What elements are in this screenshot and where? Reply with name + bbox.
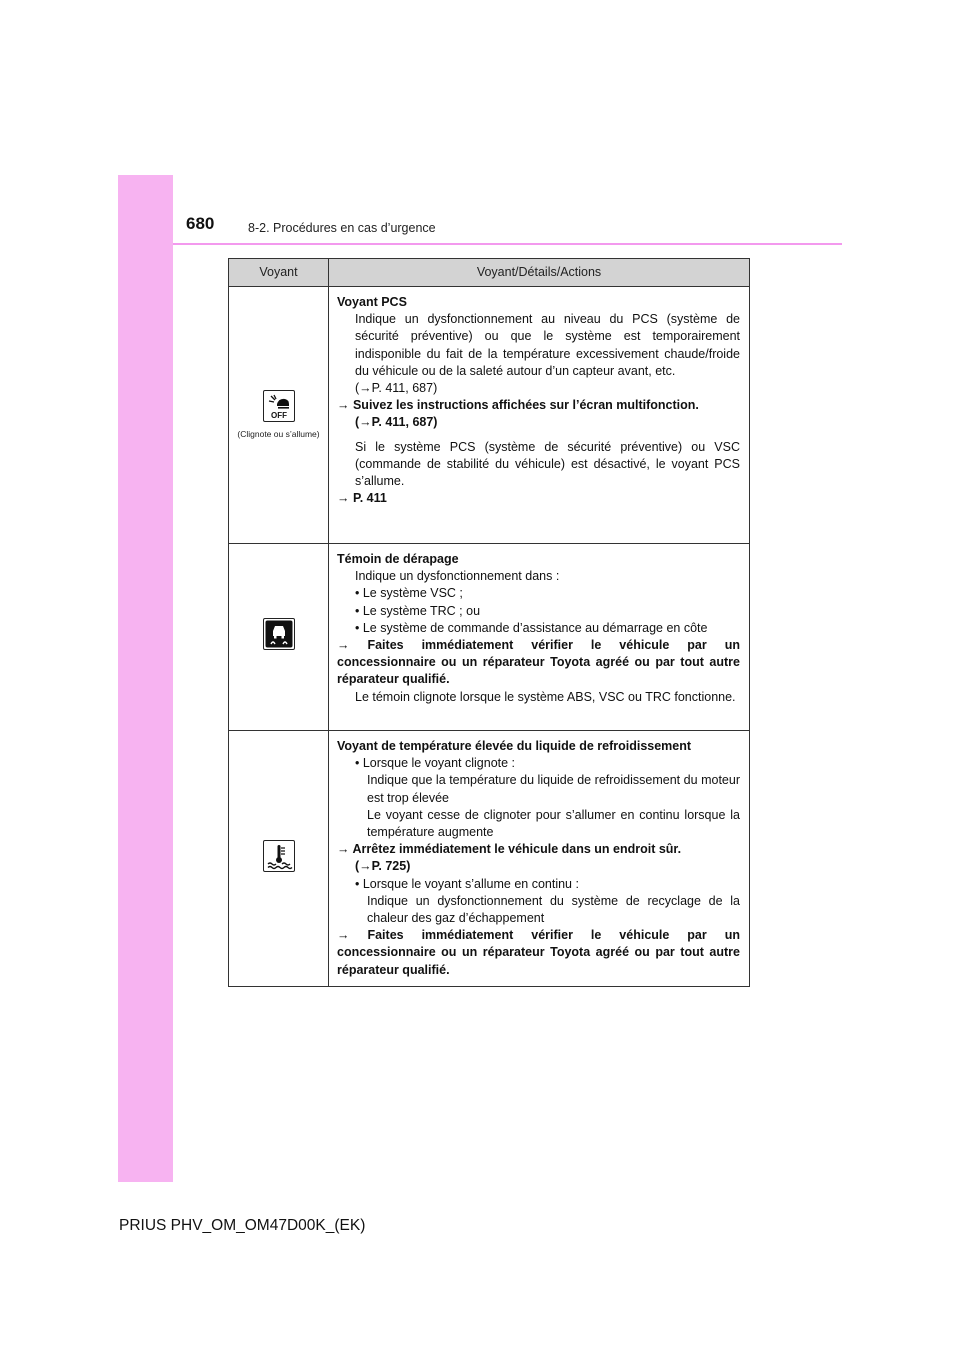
details-cell (329, 731, 750, 987)
note-reference: → P. 411 (337, 491, 387, 506)
list-item: • Lorsque le voyant clignote : (355, 756, 516, 771)
table-header-row (229, 259, 750, 287)
details-cell (329, 544, 750, 731)
pcs-off-icon (263, 390, 295, 422)
list-item: • Le système TRC ; ou (355, 603, 481, 618)
section-title: 8-2. Procédures en cas d’urgence (248, 221, 436, 235)
action-instruction: → Faites immédiatement vérifier le véhicule par un concessionnaire ou un réparateur Toyota agréé ou par tout autre réparateur qualifié. (337, 928, 740, 977)
coolant-temperature-icon (263, 840, 295, 872)
list-item: • Le système de commande d’assistance au démarrage en côte (355, 620, 708, 635)
icon-note: (Clignote ou s’allume) (237, 429, 320, 440)
side-color-band (118, 175, 173, 1182)
column-header-details: Voyant/Détails/Actions (329, 259, 750, 287)
list-item-text: Indique que la température du liquide de refroidissement du moteur est trop élevée (367, 773, 740, 805)
list-item: • Le système VSC ; (355, 586, 463, 601)
row-description: Indique un dysfonctionnement au niveau du PCS (système de sécurité préventive) ou que le système est temporairement indisponible du fait de la température excessivement chaude/froide du véhicule ou de la saleté autour d’un capteur avant, etc. (355, 312, 740, 378)
document-id: PRIUS PHV_OM_OM47D00K_(EK) (119, 1217, 366, 1234)
icon-off-text: OFF (270, 411, 287, 421)
row-title: Voyant de température élevée du liquide de refroidissement (337, 739, 692, 753)
icon-cell (229, 731, 329, 987)
list-item-text: Indique un dysfonctionnement du système de recyclage de la chaleur des gaz d’échappement (367, 893, 740, 926)
description-reference: (→P. 411, 687) (355, 381, 438, 396)
action-reference: (→P. 411, 687) (355, 415, 438, 430)
action-instruction: → Arrêtez immédiatement le véhicule dans un endroit sûr. (337, 842, 682, 857)
table-row (229, 287, 750, 544)
column-header-voyant: Voyant (229, 259, 329, 287)
details-cell (329, 287, 750, 544)
slip-indicator-icon (263, 618, 295, 650)
table-row (229, 731, 750, 987)
page-number: 680 (186, 214, 215, 233)
list-item-text: Le voyant cesse de clignoter pour s’allumer en continu lorsque la température augmente (367, 807, 740, 840)
icon-cell (229, 544, 329, 731)
row-note: Le témoin clignote lorsque le système ABS, VSC ou TRC fonctionne. (355, 689, 736, 704)
warning-light-table (228, 258, 750, 987)
action-instruction: → Faites immédiatement vérifier le véhicule par un concessionnaire ou un réparateur Toyota agréé ou par tout autre réparateur qualifié. (337, 638, 740, 687)
row-note: Si le système PCS (système de sécurité préventive) ou VSC (commande de stabilité du véhicule) est désactivé, le voyant PCS s’allume. (355, 439, 740, 489)
row-title: Voyant PCS (337, 295, 407, 309)
row-title: Témoin de dérapage (337, 552, 459, 566)
row-description: Indique un dysfonctionnement dans : (355, 569, 560, 584)
action-reference: (→P. 725) (355, 859, 411, 874)
list-item: • Lorsque le voyant s’allume en continu : (355, 876, 579, 891)
header-rule (173, 243, 842, 245)
table-row (229, 544, 750, 731)
icon-cell (229, 287, 329, 544)
action-instruction: → Suivez les instructions affichées sur l’écran multifonction. (337, 398, 699, 413)
